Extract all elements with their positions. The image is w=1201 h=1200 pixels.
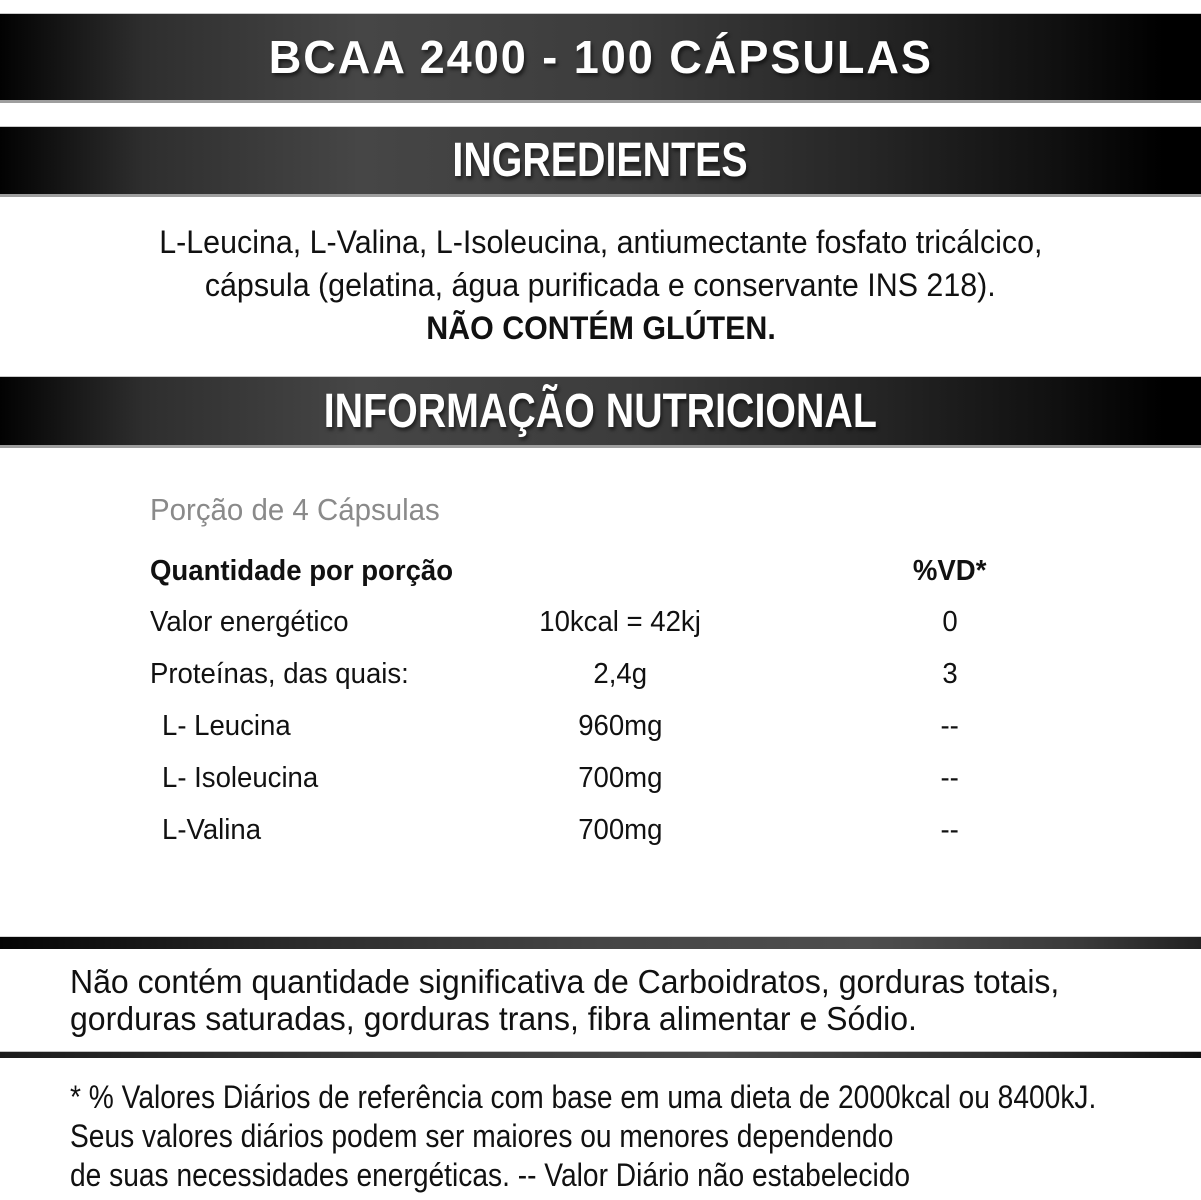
nutrient-row-leucine [150,700,1130,752]
ingredients-header: INGREDIENTES [452,134,749,187]
nutrient-row-valine [150,804,1130,856]
nutrition-header: INFORMAÇÃO NUTRICIONAL [323,384,878,438]
divider-bar-top [0,936,1201,949]
nutrient-dv: 0 [942,605,958,638]
no-significant-amounts-note [0,949,1201,1051]
nutrient-label: L- Leucina [162,709,291,742]
nutrient-row-isoleucine [150,752,1130,804]
note-line-1: Não contém quantidade significativa de Carboidratos, gorduras totais, [70,963,1060,1000]
ingredients-header-bar [0,126,1201,197]
gluten-free-statement: NÃO CONTÉM GLÚTEN. [425,310,776,346]
nutrient-label: L- Isoleucina [162,761,319,794]
footnote-line-3: de suas necessidades energéticas. -- Valor Diário não estabelecido [70,1157,911,1193]
nutrient-amount: 2,4g [593,657,647,690]
nutrition-facts-table [0,492,1201,936]
footnote-line-1: * % Valores Diários de referência com base em uma dieta de 2000kcal ou 8400kJ. [70,1079,1097,1115]
nutrient-dv: -- [940,709,960,742]
nutrient-amount: 700mg [577,813,663,846]
ingredients-line-2: cápsula (gelatina, água purificada e conservante INS 218). [205,267,996,303]
nutrient-row-energy [150,596,1130,648]
footnote-line-2: Seus valores diários podem ser maiores ou menores dependendo [70,1118,894,1154]
product-title: BCAA 2400 - 100 CÁPSULAS [268,31,933,83]
nutrient-amount: 960mg [577,709,663,742]
note-line-2: gorduras saturadas, gorduras trans, fibra alimentar e Sódio. [70,1000,917,1037]
ingredients-line-1: L-Leucina, L-Valina, L-Isoleucina, antiumectante fosfato tricálcico, [158,224,1043,260]
nutrition-header-bar [0,376,1201,448]
nutrient-label: Valor energético [150,605,349,638]
nutrient-dv: 3 [942,657,958,690]
product-title-bar [0,13,1201,103]
nutrient-amount: 700mg [577,761,663,794]
dv-column-header: %VD* [913,554,987,587]
serving-size: Porção de 4 Cápsulas [150,492,440,527]
nutrient-dv: -- [940,761,960,794]
divider-bar-bottom [0,1051,1201,1058]
ingredients-section [0,197,1201,376]
nutrient-row-protein [150,648,1130,700]
quantity-column-header: Quantidade por porção [150,554,454,587]
table-header-row [150,546,1130,596]
nutrient-label: Proteínas, das quais: [150,657,409,690]
daily-values-footnote [0,1058,1201,1195]
nutrient-dv: -- [940,813,960,846]
nutrient-label: L-Valina [162,813,262,846]
nutrient-amount: 10kcal = 42kj [539,605,701,638]
